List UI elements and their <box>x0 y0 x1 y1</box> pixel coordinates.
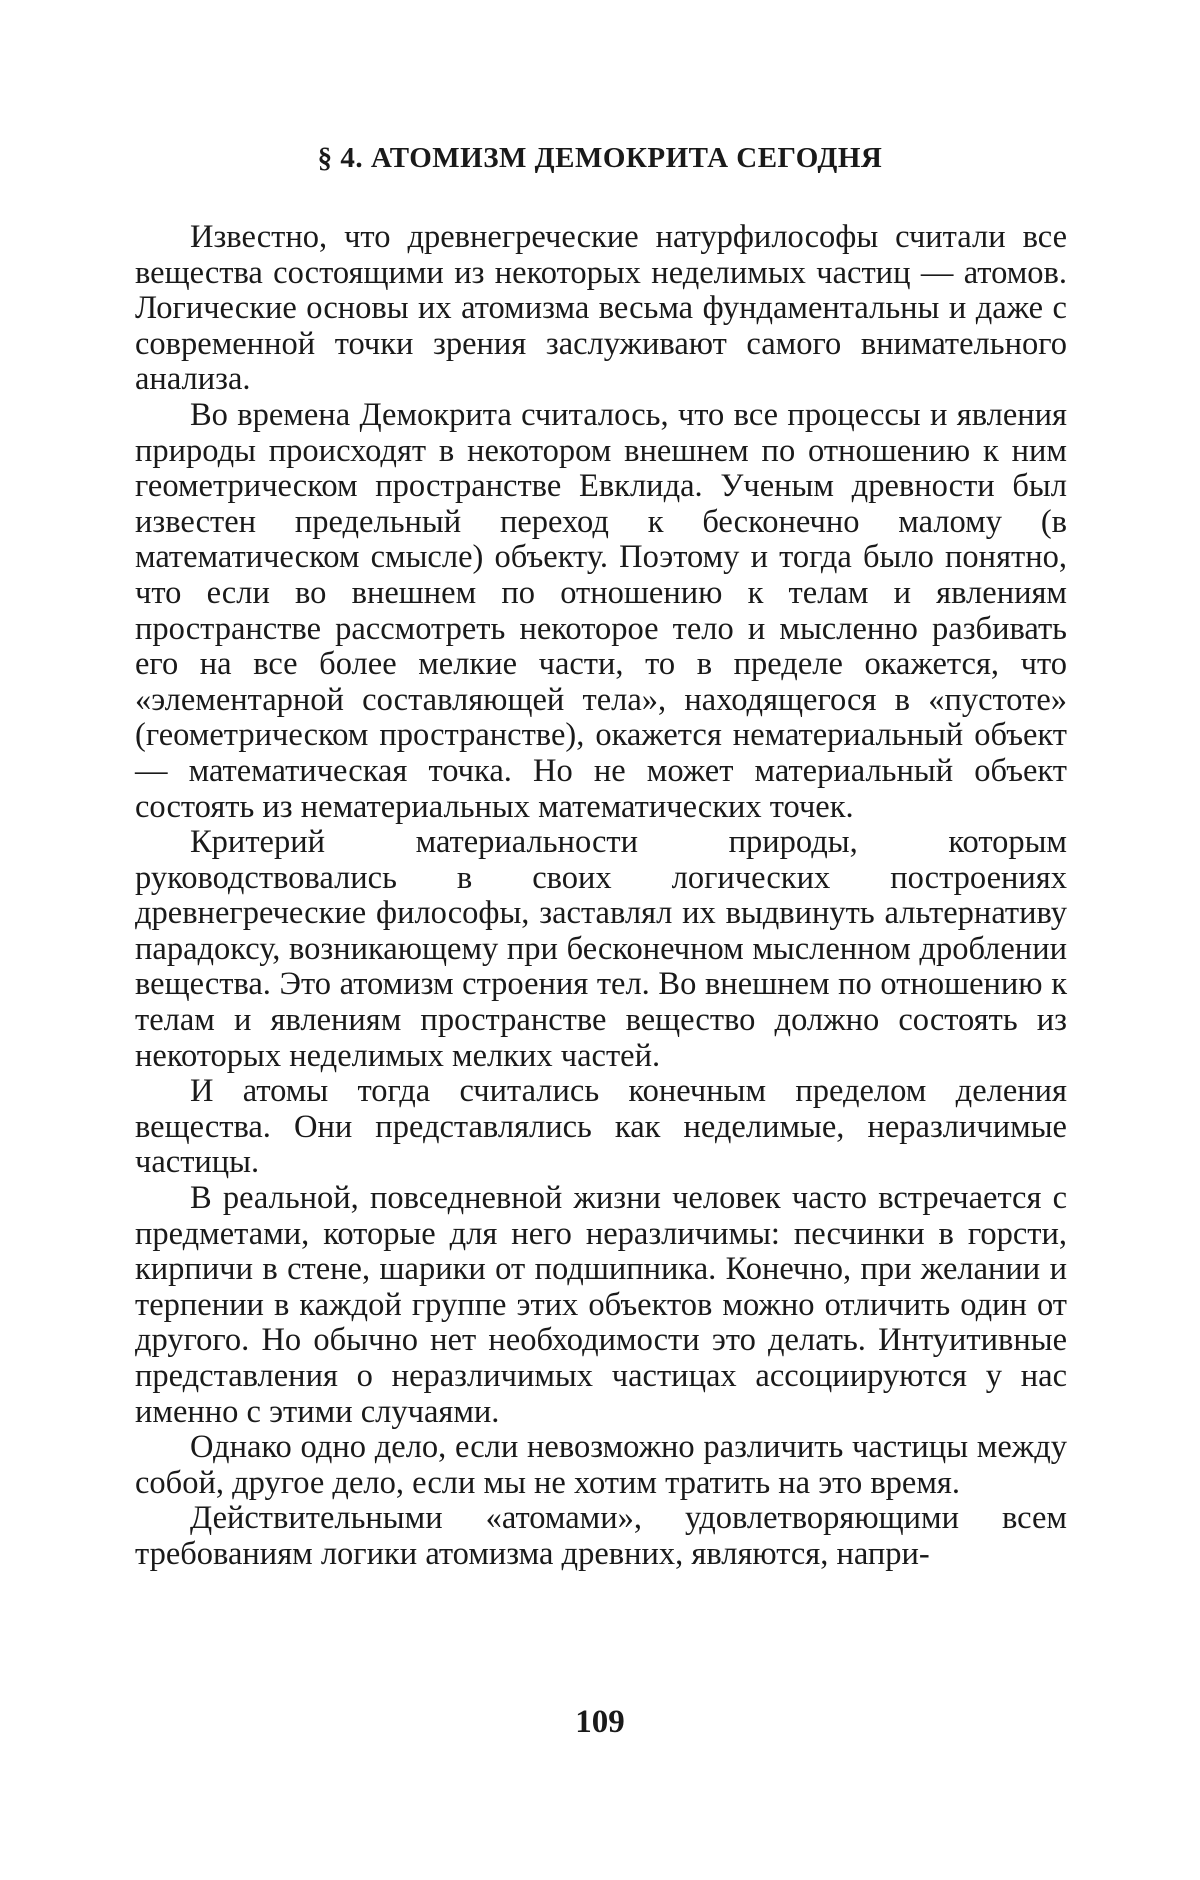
paragraph-5: В реальной, повседневной жизни человек часто встречается с предметами, которые для него неразличимы: песчинки в горсти, кирпичи в стене, шарики от подшипника. Конечно, при желании и терпении в каждой группе этих объектов можно отличить один от другого. Но обычно нет необходимости это делать. Интуитивные представления о неразличимых частицах ассоциируются у нас именно с этими случаями. <box>135 1181 1067 1430</box>
section-heading: § 4. АТОМИЗМ ДЕМОКРИТА СЕГОДНЯ <box>0 142 1200 175</box>
paragraph-1: Известно, что древнегреческие натурфилософы считали все вещества состоящими из некоторых неделимых частиц — атомов. Логические основы их атомизма весьма фундаментальны и даже с современной точки зрения заслуживают самого внимательного анализа. <box>135 220 1067 398</box>
paragraph-7: Действительными «атомами», удовлетворяющими всем требованиям логики атомизма древних, являются, напри- <box>135 1501 1067 1572</box>
body-text <box>135 220 1067 1573</box>
page-number: 109 <box>0 1704 1200 1741</box>
paragraph-4: И атомы тогда считались конечным пределом деления вещества. Они представлялись как неделимые, неразличимые частицы. <box>135 1074 1067 1181</box>
paragraph-6: Однако одно дело, если невозможно различить частицы между собой, другое дело, если мы не хотим тратить на это время. <box>135 1430 1067 1501</box>
book-page <box>0 0 1200 1880</box>
paragraph-2: Во времена Демокрита считалось, что все процессы и явления природы происходят в некотором внешнем по отношению к ним геометрическом пространстве Евклида. Ученым древности был известен предельный переход к бесконечно малому (в математическом смысле) объекту. Поэтому и тогда было понятно, что если во внешнем по отношению к телам и явлениям пространстве рассмотреть некоторое тело и мысленно разбивать его на все более мелкие части, то в пределе окажется, что «элементарной составляющей тела», находящегося в «пустоте» (геометрическом пространстве), окажется нематериальный объект — математическая точка. Но не может материальный объект состоять из нематериальных математических точек. <box>135 398 1067 825</box>
paragraph-3: Критерий материальности природы, которым руководствовались в своих логических построениях древнегреческие философы, заставлял их выдвинуть альтернативу парадоксу, возникающему при бесконечном мысленном дроблении вещества. Это атомизм строения тел. Во внешнем по отношению к телам и явлениям пространстве вещество должно состоять из некоторых неделимых мелких частей. <box>135 825 1067 1074</box>
